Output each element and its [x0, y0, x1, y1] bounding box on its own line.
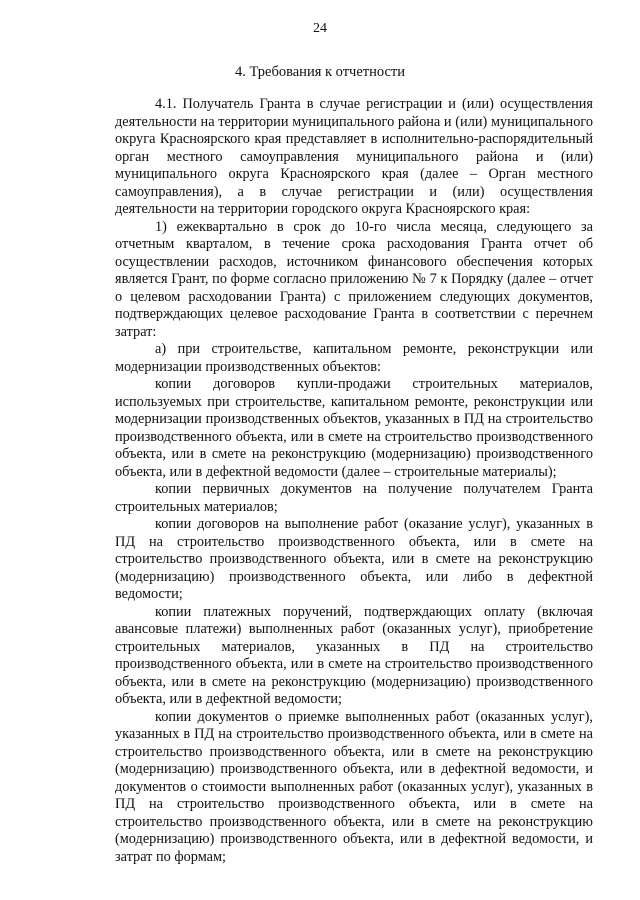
paragraph-acceptance-documents: копии документов о приемке выполненных работ (оказанных услуг), указанных в ПД на строительство производственного объекта, или в смете на строительство производственного объекта, или в смете на реконструкцию (модернизацию) производственного объекта, или в дефектной ведомости, и документов о стоимости выполненных работ (оказанных услуг), указанных в ПД на строительство производственного объекта, или в смете на строительство производственного объекта, или в смете на реконструкцию (модернизацию) производственного объекта, или в дефектной ведомости, и затрат по формам;: [115, 708, 593, 865]
paragraph-work-contracts: копии договоров на выполнение работ (оказание услуг), указанных в ПД на строительство производственного объекта, или в смете на строительство производственного объекта, или в смете на реконструкцию (модернизацию) производственного объекта, или либо в дефектной ведомости;: [115, 516, 593, 602]
paragraph-item-1: 1) ежеквартально в срок до 10-го числа месяца, следующего за отчетным кварталом, в течение срока расходования Гранта отчет об осуществлении расходов, источником финансового обеспечения которых является Грант, по форме согласно приложению № 7 к Порядку (далее – отчет о целевом расходовании Гранта) с приложением следующих документов, подтверждающих целевое расходование Гранта в соответствии с перечнем затрат:: [115, 218, 593, 340]
paragraph-item-a: а) при строительстве, капитальном ремонте, реконструкции или модернизации производственных объектов:: [115, 341, 593, 375]
paragraph-payment-orders: копии платежных поручений, подтверждающих оплату (включая авансовые платежи) выполненных работ (оказанных услуг), приобретение строительных материалов, указанных в ПД на строительство производственного объекта, или в смете на строительство производственного объекта, или в смете на реконструкцию (модернизацию) производственного объекта, или в дефектной ведомости;: [115, 603, 593, 707]
body-text: [115, 96, 593, 866]
paragraph-contracts-materials: копии договоров купли-продажи строительных материалов, используемых при строительстве, капитальном ремонте, реконструкции или модернизации производственных объектов, указанных в ПД на строительство производственного объекта, или в смете на строительство производственного объекта, или в смете на реконструкцию (модернизацию) производственного объекта, или в дефектной ведомости (далее – строительные материалы);: [115, 376, 593, 480]
section-title: 4. Требования к отчетности: [234, 64, 406, 80]
paragraph-4-1: 4.1. Получатель Гранта в случае регистрации и (или) осуществления деятельности на территории муниципального района и (или) муниципального округа Красноярского края представляет в исполнительно-распорядительный орган местного самоуправления муниципального района и (или) муниципального округа Красноярского края (далее – Орган местного самоуправления), а в случае регистрации и (или) осуществления деятельности на территории городского округа Красноярского края:: [115, 96, 593, 217]
paragraph-primary-documents: копии первичных документов на получение получателем Гранта строительных материалов;: [115, 481, 593, 515]
page-number: 24: [313, 21, 327, 36]
